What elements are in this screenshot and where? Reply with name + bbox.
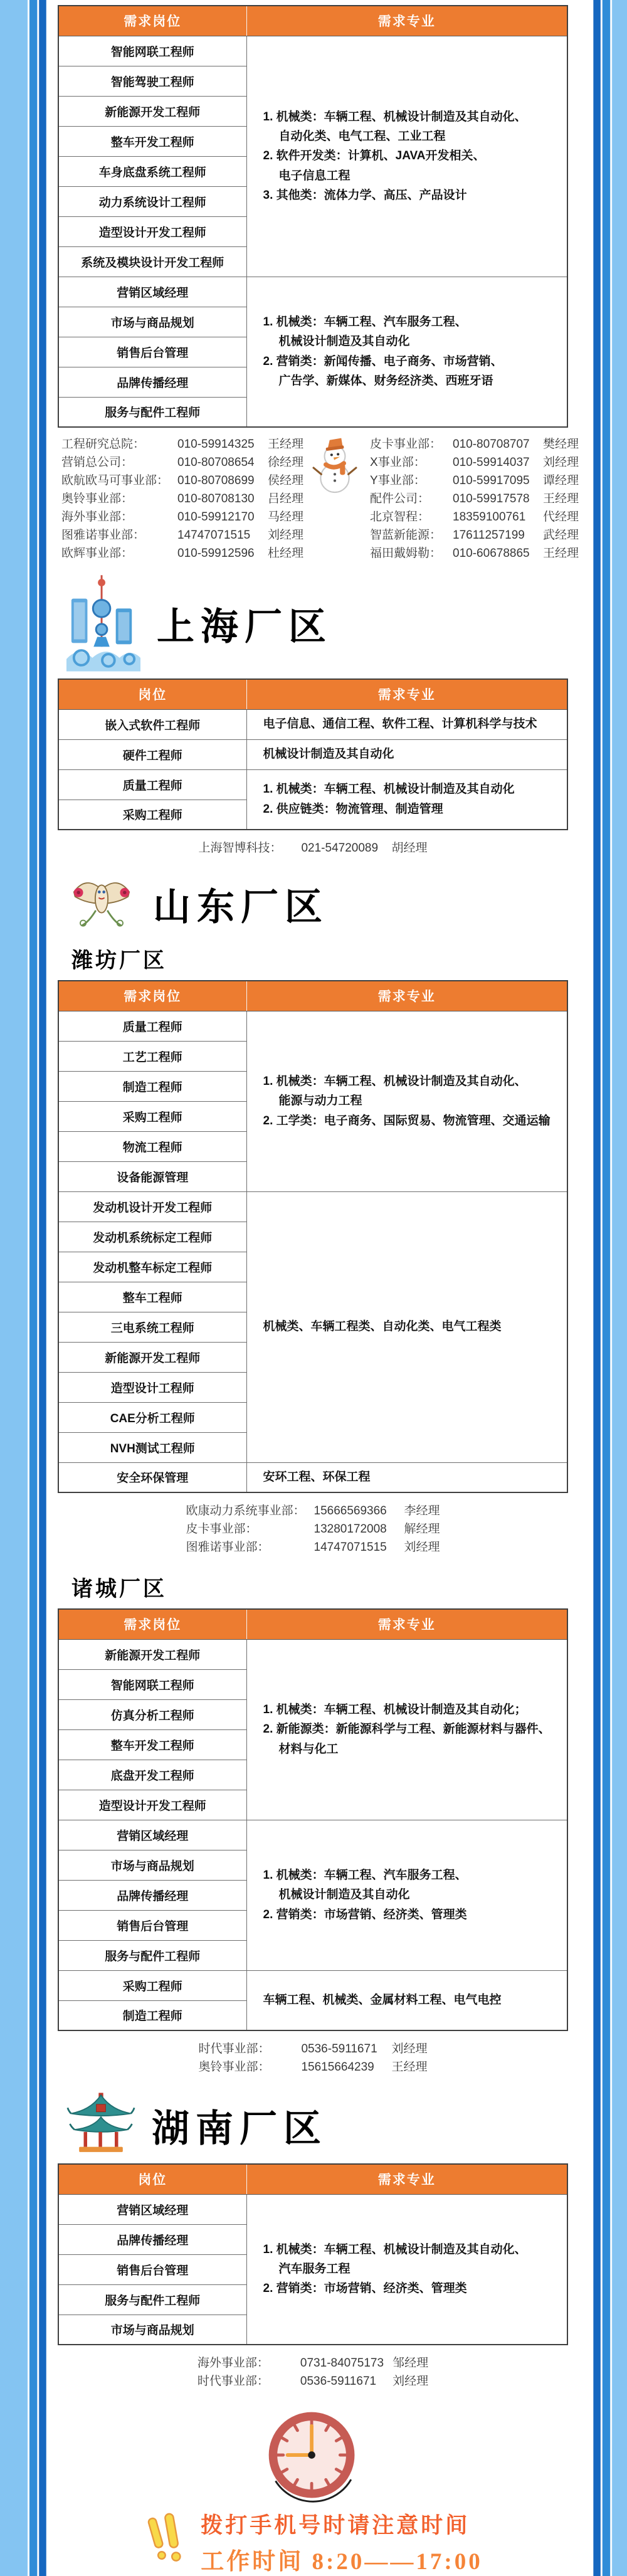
position-cell: 营销区域经理	[58, 1820, 246, 1850]
contact-person: 谭经理	[543, 474, 579, 487]
contact-person: 樊经理	[543, 438, 579, 451]
position-cell: 销售后台管理	[58, 337, 246, 367]
position-cell: CAE分析工程师	[58, 1402, 246, 1432]
major-line: 1. 机械类：车辆工程、机械设计制造及其自动化、	[263, 2242, 527, 2256]
position-cell: 制造工程师	[58, 2000, 246, 2030]
major-line: 3. 其他类：流体力学、高压、产品设计	[263, 189, 467, 203]
contact-dept: 海外事业部：	[197, 2357, 269, 2370]
contact-phone: 010-59914037	[453, 456, 530, 469]
shanghai-contact	[58, 839, 568, 857]
contact-dept: 图雅诺事业部：	[61, 529, 145, 542]
position-cell: 服务与配件工程师	[58, 397, 246, 427]
majors-cell	[246, 2194, 567, 2345]
position-cell: 品牌传播经理	[58, 2224, 246, 2254]
hunan-region-header	[66, 2091, 568, 2160]
contact-person: 胡经理	[391, 842, 428, 855]
contact-dept: 皮卡事业部：	[370, 438, 442, 451]
contact-phone: 021-54720089	[301, 842, 379, 855]
major-line: 电子信息、通信工程、软件工程、计算机科学与技术	[263, 717, 537, 731]
majors-cell	[246, 1462, 567, 1492]
contact-person: 邹经理	[393, 2357, 429, 2370]
contact-phone: 010-59917095	[453, 474, 530, 487]
position-cell: 销售后台管理	[58, 2254, 246, 2284]
contact-phone: 010-80708699	[177, 474, 255, 487]
contact-phone: 14747071515	[314, 1541, 387, 1554]
majors-cell	[246, 1970, 567, 2030]
major-line: 1. 机械类：车辆工程、机械设计制造及其自动化、	[263, 110, 527, 124]
beijing-contacts-right	[370, 435, 579, 562]
contact-phone: 010-80708707	[453, 438, 530, 451]
sub-region-title-weifang: 潍坊厂区	[71, 949, 167, 973]
position-header: 岗位	[58, 679, 246, 709]
major-line: 机械设计制造及其自动化	[278, 335, 410, 349]
position-cell: 设备能源管理	[58, 1161, 246, 1191]
notice-line-1: 拨打手机号时请注意时间	[201, 2513, 470, 2538]
demand-major-header: 需求专业	[246, 6, 567, 36]
contact-phone: 010-59914325	[177, 438, 255, 451]
position-cell: 整车开发工程师	[58, 1729, 246, 1760]
beijing-jobs-table	[58, 5, 568, 428]
position-cell: 发动机系统标定工程师	[58, 1222, 246, 1252]
demand-position-header: 需求岗位	[58, 981, 246, 1011]
contact-phone: 0536-5911671	[300, 2375, 377, 2388]
major-line: 2. 新能源类：新能源科学与工程、新能源材料与器件、	[263, 1723, 551, 1736]
contact-phone: 010-59917578	[453, 492, 530, 505]
beijing-contacts-left	[61, 435, 303, 562]
position-cell: 工艺工程师	[58, 1041, 246, 1071]
majors-cell	[246, 277, 567, 427]
contact-person: 王经理	[391, 2061, 428, 2074]
major-line: 2. 软件开发类：计算机、JAVA开发相关、	[263, 149, 485, 163]
notice-block	[58, 2508, 568, 2576]
contact-person: 武经理	[543, 529, 579, 542]
contact-dept: 欧辉事业部：	[61, 547, 134, 560]
position-cell: 物流工程师	[58, 1131, 246, 1161]
position-cell: 市场与商品规划	[58, 2315, 246, 2345]
contact-phone: 010-60678865	[453, 547, 530, 560]
contact-dept: 皮卡事业部：	[186, 1523, 258, 1536]
contact-phone: 0536-5911671	[301, 2042, 377, 2056]
position-cell: 造型设计开发工程师	[58, 1790, 246, 1820]
majors-cell	[246, 1639, 567, 1820]
contact-person: 吕经理	[268, 492, 304, 505]
double-exclamation-icon	[143, 2509, 189, 2576]
contact-person: 杜经理	[268, 547, 304, 560]
contact-person: 刘经理	[268, 529, 304, 542]
contact-dept: 上海智博科技：	[198, 842, 282, 855]
zhucheng-jobs-table	[58, 1608, 568, 2031]
contact-dept: 海外事业部：	[61, 510, 134, 524]
contact-person: 解经理	[404, 1523, 440, 1536]
shandong-region-header	[66, 874, 568, 934]
position-cell: 智能网联工程师	[58, 1669, 246, 1699]
contact-person: 刘经理	[543, 456, 579, 469]
major-line: 自动化类、电气工程、工业工程	[278, 129, 446, 143]
major-line: 2. 供应链类：物流管理、制造管理	[263, 802, 443, 816]
demand-major-header: 需求专业	[246, 1609, 567, 1639]
hunan-jobs-table	[58, 2163, 568, 2345]
majors-cell	[246, 709, 567, 739]
contact-dept: 工程研究总院：	[61, 438, 145, 451]
zhucheng-contacts	[58, 2040, 568, 2076]
position-cell: 营销区域经理	[58, 2194, 246, 2224]
major-line: 2. 营销类：市场营销、经济类、管理类	[263, 2282, 467, 2296]
position-cell: 制造工程师	[58, 1071, 246, 1101]
position-cell: 智能驾驶工程师	[58, 66, 246, 96]
weifang-kite-icon	[66, 874, 137, 934]
position-cell: 底盘开发工程师	[58, 1760, 246, 1790]
position-cell: 采购工程师	[58, 1101, 246, 1131]
demand-major-header: 需求专业	[246, 2164, 567, 2194]
shanghai-skyline-icon	[66, 573, 140, 675]
contact-phone: 17611257199	[453, 529, 525, 542]
contact-person: 代经理	[543, 510, 579, 524]
contact-dept: 配件公司：	[370, 492, 430, 505]
position-cell: 三电系统工程师	[58, 1312, 246, 1342]
position-cell: 嵌入式软件工程师	[58, 709, 246, 739]
position-cell: 整车开发工程师	[58, 126, 246, 156]
hunan-pavilion-icon	[66, 2091, 135, 2160]
position-cell: 系统及模块设计开发工程师	[58, 246, 246, 277]
contact-dept: 图雅诺事业部：	[186, 1541, 270, 1554]
contact-dept: 福田戴姆勒：	[370, 547, 442, 560]
major-line: 机械设计制造及其自动化	[263, 747, 394, 761]
contact-person: 马经理	[268, 510, 304, 524]
position-cell: 发动机设计开发工程师	[58, 1191, 246, 1222]
position-cell: 营销区域经理	[58, 277, 246, 307]
contact-person: 刘经理	[393, 2375, 429, 2388]
demand-position-header: 需求岗位	[58, 6, 246, 36]
contact-dept: 北京智程：	[370, 510, 430, 524]
major-line: 材料与化工	[278, 1742, 339, 1756]
position-cell: 质量工程师	[58, 769, 246, 800]
contact-phone: 18359100761	[453, 510, 526, 524]
major-line: 机械设计制造及其自动化	[278, 1888, 410, 1902]
contact-dept: 欧航欧马可事业部：	[61, 474, 169, 487]
contact-person: 王经理	[543, 547, 579, 560]
position-cell: 新能源开发工程师	[58, 1342, 246, 1372]
contact-person: 王经理	[543, 492, 579, 505]
major-line: 2. 营销类：市场营销、经济类、管理类	[263, 1908, 467, 1921]
contact-phone: 15615664239	[301, 2061, 374, 2074]
weifang-jobs-table	[58, 980, 568, 1493]
contact-person: 刘经理	[404, 1541, 440, 1554]
major-line: 能源与动力工程	[278, 1094, 362, 1108]
major-line: 1. 机械类：车辆工程、机械设计制造及其自动化	[263, 783, 515, 796]
shanghai-region-header	[66, 573, 568, 675]
major-line: 汽车服务工程	[278, 2262, 350, 2276]
position-cell: 发动机整车标定工程师	[58, 1252, 246, 1282]
major-line: 2. 营销类：新闻传播、电子商务、市场营销、	[263, 354, 503, 368]
contact-phone: 13280172008	[314, 1523, 387, 1536]
position-header: 岗位	[58, 2164, 246, 2194]
contact-dept: 奥铃事业部：	[198, 2061, 270, 2074]
contact-phone: 15666569366	[314, 1504, 387, 1518]
contact-dept: 欧康动力系统事业部：	[186, 1504, 305, 1518]
majors-cell	[246, 739, 567, 769]
position-cell: 服务与配件工程师	[58, 1940, 246, 1970]
contact-dept: 奥铃事业部：	[61, 492, 134, 505]
shanghai-jobs-table	[58, 678, 568, 830]
sub-region-title-zhucheng: 诸城厂区	[71, 1578, 167, 1601]
major-line: 机械类、车辆工程类、自动化类、电气工程类	[263, 1320, 502, 1334]
contact-dept: 智蓝新能源：	[370, 529, 442, 542]
major-line: 车辆工程、机械类、金属材料工程、电气电控	[263, 1993, 502, 2007]
demand-major-header: 需求专业	[246, 679, 567, 709]
demand-position-header: 需求岗位	[58, 1609, 246, 1639]
poster-content	[46, 0, 581, 2576]
contact-phone: 010-59912596	[177, 547, 255, 560]
majors-cell	[246, 769, 567, 830]
beijing-contacts	[61, 435, 579, 562]
position-cell: 新能源开发工程师	[58, 96, 246, 126]
position-cell: 市场与商品规划	[58, 1850, 246, 1880]
contact-person: 李经理	[404, 1504, 440, 1518]
position-cell: 采购工程师	[58, 800, 246, 830]
contact-person: 刘经理	[391, 2042, 428, 2056]
major-line: 1. 机械类：车辆工程、汽车服务工程、	[263, 315, 467, 329]
contact-dept: Y事业部：	[370, 474, 426, 487]
major-line: 广告学、新媒体、财务经济类、西班牙语	[278, 374, 493, 388]
position-cell: 动力系统设计工程师	[58, 186, 246, 216]
region-title: 湖南厂区	[152, 2108, 327, 2150]
contact-person: 王经理	[268, 438, 304, 451]
notice-line-2: 工作时间 8:20——17:00	[201, 2549, 483, 2575]
position-cell: 安全环保管理	[58, 1462, 246, 1492]
position-cell: 服务与配件工程师	[58, 2284, 246, 2315]
weifang-contacts	[58, 1502, 568, 1556]
snowman-icon	[312, 435, 357, 504]
position-cell: 造型设计工程师	[58, 1372, 246, 1402]
position-cell: NVH测试工程师	[58, 1432, 246, 1462]
position-cell: 仿真分析工程师	[58, 1699, 246, 1729]
contact-phone: 14747071515	[177, 529, 251, 542]
position-cell: 品牌传播经理	[58, 367, 246, 397]
contact-dept: 时代事业部：	[197, 2375, 269, 2388]
major-line: 1. 机械类：车辆工程、机械设计制造及其自动化、	[263, 1074, 527, 1088]
major-line: 2. 工学类：电子商务、国际贸易、物流管理、交通运输	[263, 1114, 551, 1127]
contact-dept: 时代事业部：	[198, 2042, 270, 2056]
position-cell: 销售后台管理	[58, 1910, 246, 1940]
contact-phone: 0731-84075173	[300, 2357, 384, 2370]
position-cell: 品牌传播经理	[58, 1880, 246, 1910]
alarm-clock-icon	[58, 2407, 568, 2506]
position-cell: 智能网联工程师	[58, 36, 246, 66]
contact-phone: 010-80708654	[177, 456, 255, 469]
contact-person: 侯经理	[268, 474, 304, 487]
position-cell: 新能源开发工程师	[58, 1639, 246, 1669]
contact-phone: 010-80708130	[177, 492, 255, 505]
position-cell: 硬件工程师	[58, 739, 246, 769]
majors-cell	[246, 1191, 567, 1462]
majors-cell	[246, 1820, 567, 1970]
position-cell: 车身底盘系统工程师	[58, 156, 246, 186]
position-cell: 质量工程师	[58, 1011, 246, 1041]
major-line: 安环工程、环保工程	[263, 1470, 371, 1484]
contact-person: 徐经理	[268, 456, 304, 469]
position-cell: 采购工程师	[58, 1970, 246, 2000]
majors-cell	[246, 1011, 567, 1191]
contact-phone: 010-59912170	[177, 510, 255, 524]
major-line: 1. 机械类：车辆工程、机械设计制造及其自动化；	[263, 1702, 527, 1716]
position-cell: 造型设计开发工程师	[58, 216, 246, 246]
position-cell: 整车工程师	[58, 1282, 246, 1312]
contact-dept: 营销总公司：	[61, 456, 134, 469]
majors-cell	[246, 36, 567, 277]
contact-dept: X事业部：	[370, 456, 426, 469]
region-title: 山东厂区	[153, 886, 329, 928]
region-title: 上海厂区	[157, 606, 332, 648]
position-cell: 市场与商品规划	[58, 307, 246, 337]
major-line: 电子信息工程	[278, 169, 350, 182]
hunan-contacts	[58, 2354, 568, 2390]
major-line: 1. 机械类：车辆工程、汽车服务工程、	[263, 1868, 467, 1882]
demand-major-header: 需求专业	[246, 981, 567, 1011]
